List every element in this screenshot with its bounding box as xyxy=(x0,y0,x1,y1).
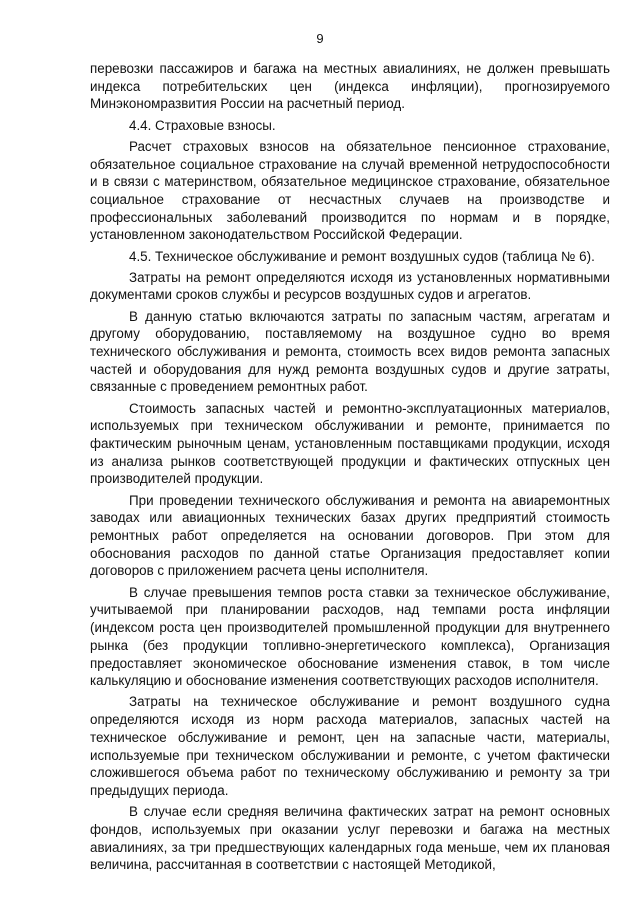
paragraph: В случае если средняя величина фактических затрат на ремонт основных фондов, используемых при оказании услуг перевозки и багажа на местных авиалиниях, за три предшествующих календарных года меньше, чем их плановая величина, рассчитанная в соответствии с настоящей Методикой, xyxy=(90,804,610,873)
paragraph: Затраты на техническое обслуживание и ремонт воздушного судна определяются исходя из норм расхода материалов, запасных частей на техническое обслуживание и ремонт, цен на запасные части, материалы, используемые при техническом обслуживании и ремонте, с учетом фактически сложившегося объема работ по техническому обслуживанию и ремонту за три предыдущих периода. xyxy=(90,694,610,798)
section-heading-maintenance: 4.5. Техническое обслуживание и ремонт воздушных судов (таблица № 6). xyxy=(129,248,595,264)
paragraph: При проведении технического обслуживания и ремонта на авиаремонтных заводах или авиационных технических базах других предприятий стоимость ремонтных работ определяется на основании договоров. При этом для обоснования расходов по данной статье Организация предоставляет копии договоров с приложением расчета цены исполнителя. xyxy=(90,492,610,579)
paragraph: Расчет страховых взносов на обязательное пенсионное страхование, обязательное социальное страхование на случай временной нетрудоспособности и в связи с материнством, обязательное медицинское страхование, обязательное социальное страхование от несчастных случаев на производстве и профессиональных заболеваний производится по нормам и в порядке, установленном законодательством Российской Федерации. xyxy=(90,138,610,243)
document-body xyxy=(90,60,610,877)
paragraph-continuation: перевозки пассажиров и багажа на местных авиалиниях, не должен превышать индекса потребительских цен (индекса инфляции), прогнозируемого Минэкономразвития России на расчетный период. xyxy=(90,61,610,112)
page-number: 9 xyxy=(316,31,324,46)
paragraph: Стоимость запасных частей и ремонтно-эксплуатационных материалов, используемых при техническом обслуживании и ремонте, принимается по фактическим рыночным ценам, установленным поставщиками продукции, исходя из анализа рынков соответствующей продукции и фактических отпускных цен производителей продукции. xyxy=(90,400,610,487)
paragraph: Затраты на ремонт определяются исходя из установленных нормативными документами сроков службы и ресурсов воздушных судов и агрегатов. xyxy=(90,269,610,303)
paragraph: В случае превышения темпов роста ставки за техническое обслуживание, учитываемой при планировании расходов, над темпами роста инфляции (индексом роста цен производителей промышленной продукции для внутреннего рынка (без продукции топливно-энергетического комплекса), Организация предоставляет экономическое обоснование изменения ставок, в том числе калькуляцию и обоснование изменения соответствующих расходов исполнителя. xyxy=(90,584,610,689)
paragraph: В данную статью включаются затраты по запасным частям, агрегатам и другому оборудованию, поставляемому на воздушное судно во время технического обслуживания и ремонта, стоимость всех видов ремонта запасных частей и оборудования для нужд ремонта воздушных судов и другие затраты, связанные с проведением ремонтных работ. xyxy=(90,308,610,395)
section-heading-insurance: 4.4. Страховые взносы. xyxy=(129,117,276,133)
